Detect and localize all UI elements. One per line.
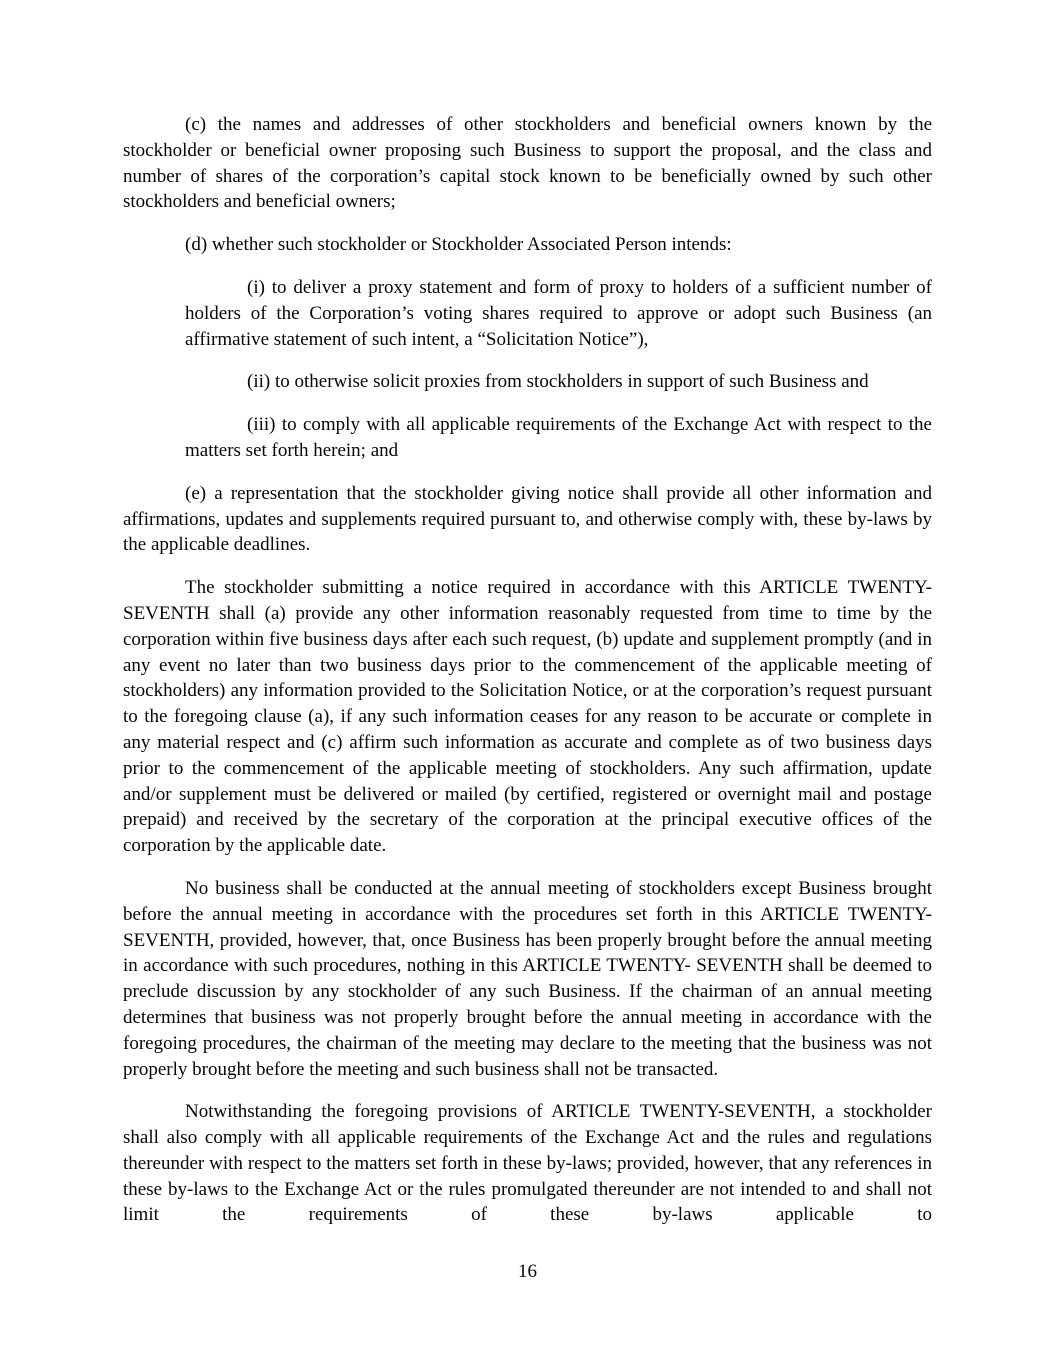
item-iii: (iii) to comply with all applicable requirements of the Exchange Act with respect to the matters set forth herein; and <box>185 414 932 461</box>
item-ii: (ii) to otherwise solicit proxies from stockholders in support of such Business and <box>247 371 869 393</box>
paragraph-stockholder-notice: The stockholder submitting a notice required in accordance with this ARTICLE TWENTY-SEVENTH shall (a) provide any other information reasonably requested from time to time by the corporation within five business days after each such request, (b) update and supplement promptly (and in any event no later than two business days prior to the commencement of the applicable meeting of stockholders) any information provided to the Solicitation Notice, or at the corporation’s request pursuant to the foregoing clause (a), if any such information ceases for any reason to be accurate or complete in any material respect and (c) affirm such information as accurate and complete as of two business days prior to the commencement of the applicable meeting of stockholders. Any such affirmation, update and/or supplement must be delivered or mailed (by certified, registered or overnight mail and postage prepaid) and received by the secretary of the corporation at the principal executive offices of the corporation by the applicable date. <box>123 577 932 857</box>
paragraph-c: (c) the names and addresses of other stockholders and beneficial owners known by the stockholder or beneficial owner proposing such Business to support the proposal, and the class and number of shares of the corporation’s capital stock known to be beneficially owned by such other stockholders and beneficial owners; <box>123 114 932 213</box>
paragraph-no-business: No business shall be conducted at the annual meeting of stockholders except Business brought before the annual meeting in accordance with the procedures set forth in this ARTICLE TWENTY-SEVENTH, provided, however, that, once Business has been properly brought before the annual meeting in accordance with such procedures, nothing in this ARTICLE TWENTY- SEVENTH shall be deemed to preclude discussion by any stockholder of any such Business. If the chairman of an annual meeting determines that business was not properly brought before the annual meeting in accordance with the foregoing procedures, the chairman of the meeting may declare to the meeting that the business was not properly brought before the meeting and such business shall not be transacted. <box>123 877 932 1080</box>
paragraph-notwithstanding: Notwithstanding the foregoing provisions of ARTICLE TWENTY-SEVENTH, a stockholder shall also comply with all applicable requirements of the Exchange Act and the rules and regulations thereunder with respect to the matters set forth in these by-laws; provided, however, that any references in these by-laws to the Exchange Act or the rules promulgated thereunder are not intended to and shall not limit the requirements of these by-laws applicable to <box>123 1101 932 1226</box>
paragraph-e: (e) a representation that the stockholder giving notice shall provide all other information and affirmations, updates and supplements required pursuant to, and otherwise comply with, these by-laws by the applicable deadlines. <box>123 482 932 556</box>
item-i: (i) to deliver a proxy statement and form of proxy to holders of a sufficient number of holders of the Corporation’s voting shares required to approve or adopt such Business (an affirmative statement of such intent, a “Solicitation Notice”), <box>185 276 932 350</box>
page-number: 16 <box>518 1261 537 1283</box>
paragraph-d: (d) whether such stockholder or Stockholder Associated Person intends: <box>185 234 732 256</box>
